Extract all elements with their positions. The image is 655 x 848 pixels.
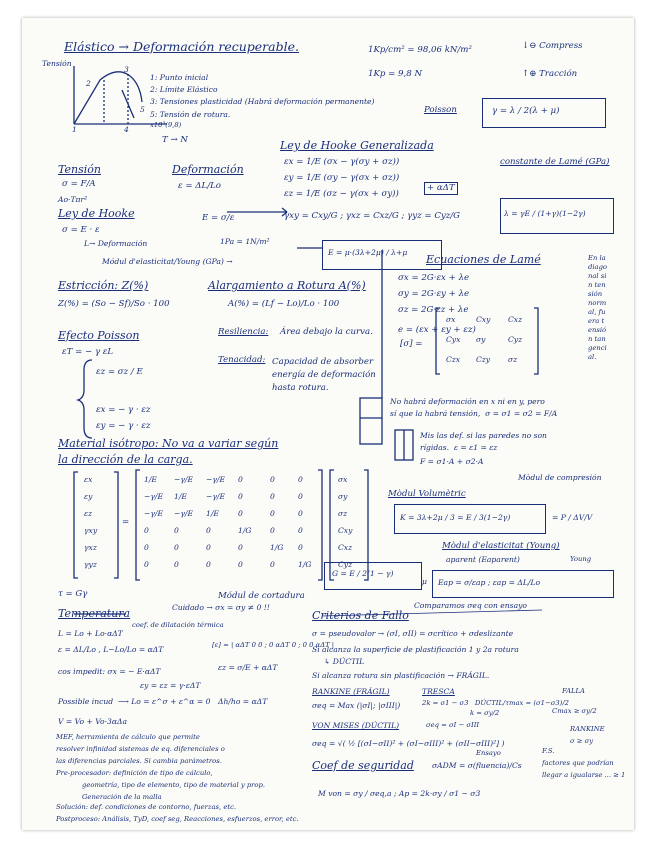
unit-conversion-kpcm2: 1Kp/cm² = 98,06 kN/m² (368, 45, 472, 55)
compliance-cell: 0 (270, 526, 275, 535)
stress-matrix-cell: σz (508, 355, 518, 364)
rankine-formula: σeq = Max (|σI|; |σIII|) (312, 701, 401, 710)
compliance-cell: 1/E (206, 509, 219, 518)
failure-compare: Comparamos σeq con ensayo (414, 601, 527, 610)
poisson-formula: γ = λ / 2(λ + μ) (492, 106, 560, 116)
compliance-cell: 0 (298, 526, 303, 535)
yield-condition: σ ≥ σy (570, 737, 594, 745)
possible-increment: Possible incud ⟶ Lo = ε^σ + ε^α = 0 (58, 697, 211, 706)
tau-formula: τ = Gγ (58, 589, 88, 599)
compliance-cell: −γ/E (206, 475, 226, 484)
page-title: Elástico → Deformación recuperable. (64, 39, 299, 54)
compliance-cell: −γ/E (144, 492, 164, 501)
mef-line-4: Pre-procesador: definición de tipo de cálculo, (56, 769, 213, 777)
failure-criteria-title: Criterios de Fallo (312, 609, 409, 622)
curve-point-1: 1: Punto inicial (150, 73, 209, 82)
strain-component: γxz (84, 543, 97, 552)
curve-point-3: 3: Tensiones plasticidad (Habrá deformación permanente) (150, 97, 375, 106)
compliance-cell: 0 (270, 475, 275, 484)
thermal-term: + αΔT (424, 182, 458, 195)
tresca-sigma-eq: σeq = σI − σIII (426, 721, 480, 729)
mef-line-8: Postproceso: Análisis, TyD, coef seg, Reacciones, esfuerzos, error, etc. (56, 815, 299, 823)
compliance-cell: 0 (270, 492, 275, 501)
side-note: En la diagonal sin tensión normal, fuera tensión tangencial. (588, 254, 608, 361)
stress-matrix-cell: Cxy (476, 315, 491, 324)
box-note-5: F = σ1·A + σ2·A (420, 457, 484, 466)
mef-line-5: geometría, tipo de elemento, tipo de material y prop. (82, 781, 266, 789)
curve-point-2: 2: Límite Elástico (150, 85, 218, 94)
compliance-cell: 0 (144, 543, 149, 552)
hooke-title: Ley de Hooke (58, 207, 135, 220)
deformation-title: Deformación (172, 163, 244, 176)
stress-matrix-label: [σ] = (400, 339, 423, 349)
strain-component: εz (84, 509, 93, 518)
compliance-cell: 0 (238, 492, 243, 501)
tau-max-condition: Cmax ≥ σy/2 (552, 707, 597, 715)
rankine-title: RANKINE (FRÁGIL) (312, 687, 390, 696)
lame-sx: σx = 2G·εx + λe (398, 273, 470, 283)
curve-mark-2: 2 (86, 79, 91, 88)
compliance-cell: 0 (270, 509, 275, 518)
rankine-tag: RANKINE (570, 725, 605, 733)
tresca-formula: 2k = σ1 − σ3 DÚCTIL/τmax = (σ1−σ3)/2 (422, 699, 569, 707)
young-tag: Young (570, 555, 592, 563)
K-pressure: = P / ΔV/V (552, 513, 593, 522)
stress-matrix-cell: Czx (446, 355, 461, 364)
curve-mark-5: 5 (140, 105, 145, 114)
failure-sigma: σ = pseudovalor → (σI, σII) = σcrítico + σdeslizante (312, 629, 514, 638)
compliance-cell: 0 (270, 560, 275, 569)
pascal-definition: 1Pa = 1N/m² (220, 237, 270, 246)
box-note-4: rígidas. ε = ε1 = εz (420, 443, 498, 452)
von-mises-title: VON MISES (DÚCTIL) (312, 721, 400, 730)
mu-label: μ (422, 577, 427, 586)
compression-modulus-label: Mòdul de compresión (518, 473, 602, 482)
strain-component: εx (84, 475, 93, 484)
box-note-2: sí que la habrá tensión, σ = σ1 = σ2 = F/A (390, 409, 558, 418)
alargamiento-title: Alargamiento a Rotura A(%) (208, 279, 366, 292)
compliance-cell: 0 (298, 492, 303, 501)
strain-component: γxy (84, 526, 98, 535)
poisson-ey: εy = − γ · εz (96, 421, 151, 431)
temperature-l1: L = Lo + Lo·αΔT (58, 629, 123, 638)
hooke-gen-ez: εz = 1/E (σz − γ(σx + σy)) (284, 189, 399, 199)
equals-sign: = (122, 517, 130, 527)
strain-component: εy (84, 492, 93, 501)
tension-formula: σ = F/A (62, 179, 96, 189)
strain-component: γyz (84, 560, 97, 569)
area-formula: Ao·Tπr² (58, 195, 88, 204)
K-formula: K = 3λ+2μ / 3 = E / 3(1−2γ) (400, 513, 511, 522)
volumetric-title: Mòdul Volumètric (388, 489, 466, 499)
tension-title: Tensión (58, 163, 101, 176)
deformation-formula: ε = ΔL/Lo (178, 181, 221, 191)
curve-axis-end: T → N (162, 135, 188, 145)
stress-component: σy (338, 492, 348, 501)
unit-conversion-kp: 1Kp = 9,8 N (368, 69, 422, 79)
safety-factors-note: factores que podrían (542, 759, 614, 767)
compliance-cell: 0 (298, 543, 303, 552)
shear-modulus-label: Módul de cortadura (218, 591, 305, 601)
stress-matrix-cell: Czy (476, 355, 491, 364)
compliance-cell: 1/G (238, 526, 252, 535)
ductile-condition: Si alcanza la superficie de plastificación 1 y 2a rotura (312, 645, 519, 654)
lame-sy: σy = 2G·εy + λe (398, 289, 470, 299)
test-label: Ensayo (476, 749, 501, 757)
compliance-cell: −γ/E (206, 492, 226, 501)
hooke-ratio: E = σ/ε (202, 213, 235, 223)
curve-point-5: 5: Tensión de rotura. (150, 110, 231, 119)
tresca-k: k = σy/2 (470, 709, 500, 717)
resiliencia-text: Área debajo la curva. (280, 327, 373, 337)
hooke-deform: L→ Deformación (84, 239, 148, 248)
compliance-cell: 1/E (144, 475, 157, 484)
compliance-cell: 0 (238, 543, 243, 552)
notes-sheet (22, 18, 634, 830)
young-apparent-sub: aparent (Eaparent) (446, 555, 520, 564)
mef-line-3: las diferencias parciales. Si cambia parámetros. (56, 757, 222, 765)
poisson-ez: εz = σz / E (96, 367, 143, 377)
compliance-cell: −γ/E (174, 509, 194, 518)
stress-component: σx (338, 475, 348, 484)
isotropic-title-2: la dirección de la carga. (58, 453, 193, 466)
von-mises-formula: σeq = √( ½ [(σI−σII)² + (σI−σIII)² + (σII−σIII)²] ) (312, 739, 505, 748)
admissible-stress: σADM = σ(fluencia)/Cs (432, 761, 522, 770)
stress-matrix-cell: σy (476, 335, 486, 344)
fragile-condition: Si alcanza rotura sin plastificación → FRÁGIL. (312, 671, 490, 680)
compliance-cell: 0 (206, 526, 211, 535)
impeded-ez: εz = σ/E + αΔT (218, 663, 278, 672)
thermal-matrix: [ε] = | αΔT 0 0 ; 0 αΔT 0 ; 0 0 αΔT | (212, 641, 335, 649)
lame-constant-title: constante de Lamé (GPa) (500, 157, 610, 167)
mef-line-2: resolver infinidad sistemas de eq. diferenciales o (56, 745, 225, 753)
stress-component: Cyz (338, 560, 353, 569)
curve-scale: x10³(9,8) (150, 121, 182, 129)
hooke-gen-ey: εy = 1/E (σy − γ(σx + σz)) (284, 173, 400, 183)
tresca-title: TRESCA (422, 687, 455, 696)
ductile-label: ↳ DÚCTIL (324, 657, 365, 666)
compliance-cell: 0 (298, 509, 303, 518)
compliance-cell: 0 (206, 543, 211, 552)
young-apparent-title: Mòdul d'elasticitat (Young) (442, 541, 560, 551)
resiliencia-title: Resiliencia: (218, 327, 269, 337)
curve-mark-1: 1 (72, 125, 77, 134)
temperature-title: Temperatura (58, 607, 131, 620)
compliance-cell: 0 (238, 560, 243, 569)
isotropic-title: Material isótropo: No va a variar según (58, 437, 279, 450)
lame-constant-formula: λ = γE / (1+γ)(1−2γ) (504, 209, 586, 218)
compliance-cell: −γ/E (174, 475, 194, 484)
box-note-1: No habrá deformación en x ni en y, pero (390, 397, 545, 406)
stress-component: Cxz (338, 543, 353, 552)
compliance-cell: 0 (174, 560, 179, 569)
estriccion-title: Estricción: Z(%) (58, 279, 149, 292)
poisson-ex: εx = − γ · εz (96, 405, 151, 415)
curve-mark-4: 4 (124, 125, 129, 134)
safety-factor-tag: F.S. (542, 747, 555, 755)
stress-component: σz (338, 509, 348, 518)
compliance-cell: 1/G (270, 543, 284, 552)
temperature-note: Cuidado → σx = σy ≠ 0 !! (172, 603, 270, 612)
impeded-ey: εy = εz = γ·εΔT (140, 681, 201, 690)
box-note-3: Mis las def. si las paredes no son (420, 431, 547, 440)
efecto-poisson-title: Efecto Poisson (58, 329, 140, 342)
curve-tension-label: Tensión (42, 59, 72, 68)
compliance-cell: 1/G (298, 560, 312, 569)
alargamiento-formula: A(%) = (Lf − Lo)/Lo · 100 (228, 299, 340, 309)
compliance-cell: 0 (238, 509, 243, 518)
failure-tag: FALLA (562, 687, 585, 695)
young-modulus-label: Módul d'elasticitat/Young (GPa) → (102, 257, 233, 266)
height-ratio: Δh/ho = αΔT (218, 697, 268, 706)
traction-sign: ↑⊕ Tracción (522, 69, 578, 79)
compliance-cell: 1/E (174, 492, 187, 501)
impeded-stress: cos impedit: σx = − Ε·αΔT (58, 667, 161, 676)
volume-formula: V = Vo + Vo·3αΔa (58, 717, 127, 726)
stress-matrix-cell: Cyx (446, 335, 461, 344)
hooke-formula: σ = E · ε (62, 225, 100, 235)
estriccion-formula: Z(%) = (So − Sf)/So · 100 (58, 299, 170, 309)
stress-component: Cxy (338, 526, 353, 535)
young-apparent-formula: Eap = σ/εap ; εap = ΔL/Lo (438, 578, 541, 587)
mef-line-1: MEF, herramienta de cálculo que permite (56, 733, 200, 741)
stress-matrix-cell: Cyz (508, 335, 523, 344)
compliance-cell: −γ/E (144, 509, 164, 518)
hooke-generalized-title: Ley de Hooke Generalizada (280, 139, 434, 152)
compliance-cell: 0 (206, 560, 211, 569)
poisson-label: Poisson (424, 105, 457, 115)
poisson-et: εT = − γ εL (62, 347, 114, 357)
compliance-cell: 0 (144, 526, 149, 535)
von-mises-safety: M von = σy / σeq,a ; Ap = 2k·σy / σ1 − σ3 (318, 789, 481, 798)
mef-line-7: Solución: def. condiciones de contorno, fuerzas, etc. (56, 803, 237, 811)
safety-factors-note-2: llegar a igualarse ... ≥ 1 (542, 771, 626, 779)
compliance-cell: 0 (174, 526, 179, 535)
compliance-cell: 0 (144, 560, 149, 569)
compliance-cell: 0 (174, 543, 179, 552)
tenacidad-text: Capacidad de absorber energía de deformación hasta rotura. (272, 357, 376, 393)
compliance-cell: 0 (238, 475, 243, 484)
stress-matrix-cell: Cxz (508, 315, 523, 324)
curve-mark-3: 3 (124, 65, 129, 74)
G-formula: G = E / 2(1 − γ) (332, 569, 394, 578)
hooke-gen-ex: εx = 1/E (σx − γ(σy + σz)) (284, 157, 400, 167)
stress-matrix-cell: σx (446, 315, 456, 324)
mef-line-6: Generación de la malla (82, 793, 162, 801)
safety-factor-title: Coef de seguridad (312, 759, 414, 772)
temperature-l2: ε = ΔL/Lo , L−Lo/Lo = αΔT (58, 645, 164, 654)
lame-sz: σz = 2G·εz + λe (398, 305, 469, 315)
compression-sign: ↓⊖ Compress (522, 41, 583, 51)
thermal-coef: coef. de dilatación térmica (132, 621, 224, 629)
compliance-cell: 0 (298, 475, 303, 484)
tenacidad-title: Tenacidad: (218, 355, 266, 365)
lame-equations-title: Ecuaciones de Lamé (426, 253, 541, 266)
E-lame-formula: E = μ·(3λ+2μ) / λ+μ (328, 248, 408, 257)
lame-e: e = (εx + εy + εz) (398, 325, 476, 335)
hooke-gen-shear: γxy = Cxy/G ; γxz = Cxz/G ; γyz = Cyz/G (284, 211, 461, 221)
